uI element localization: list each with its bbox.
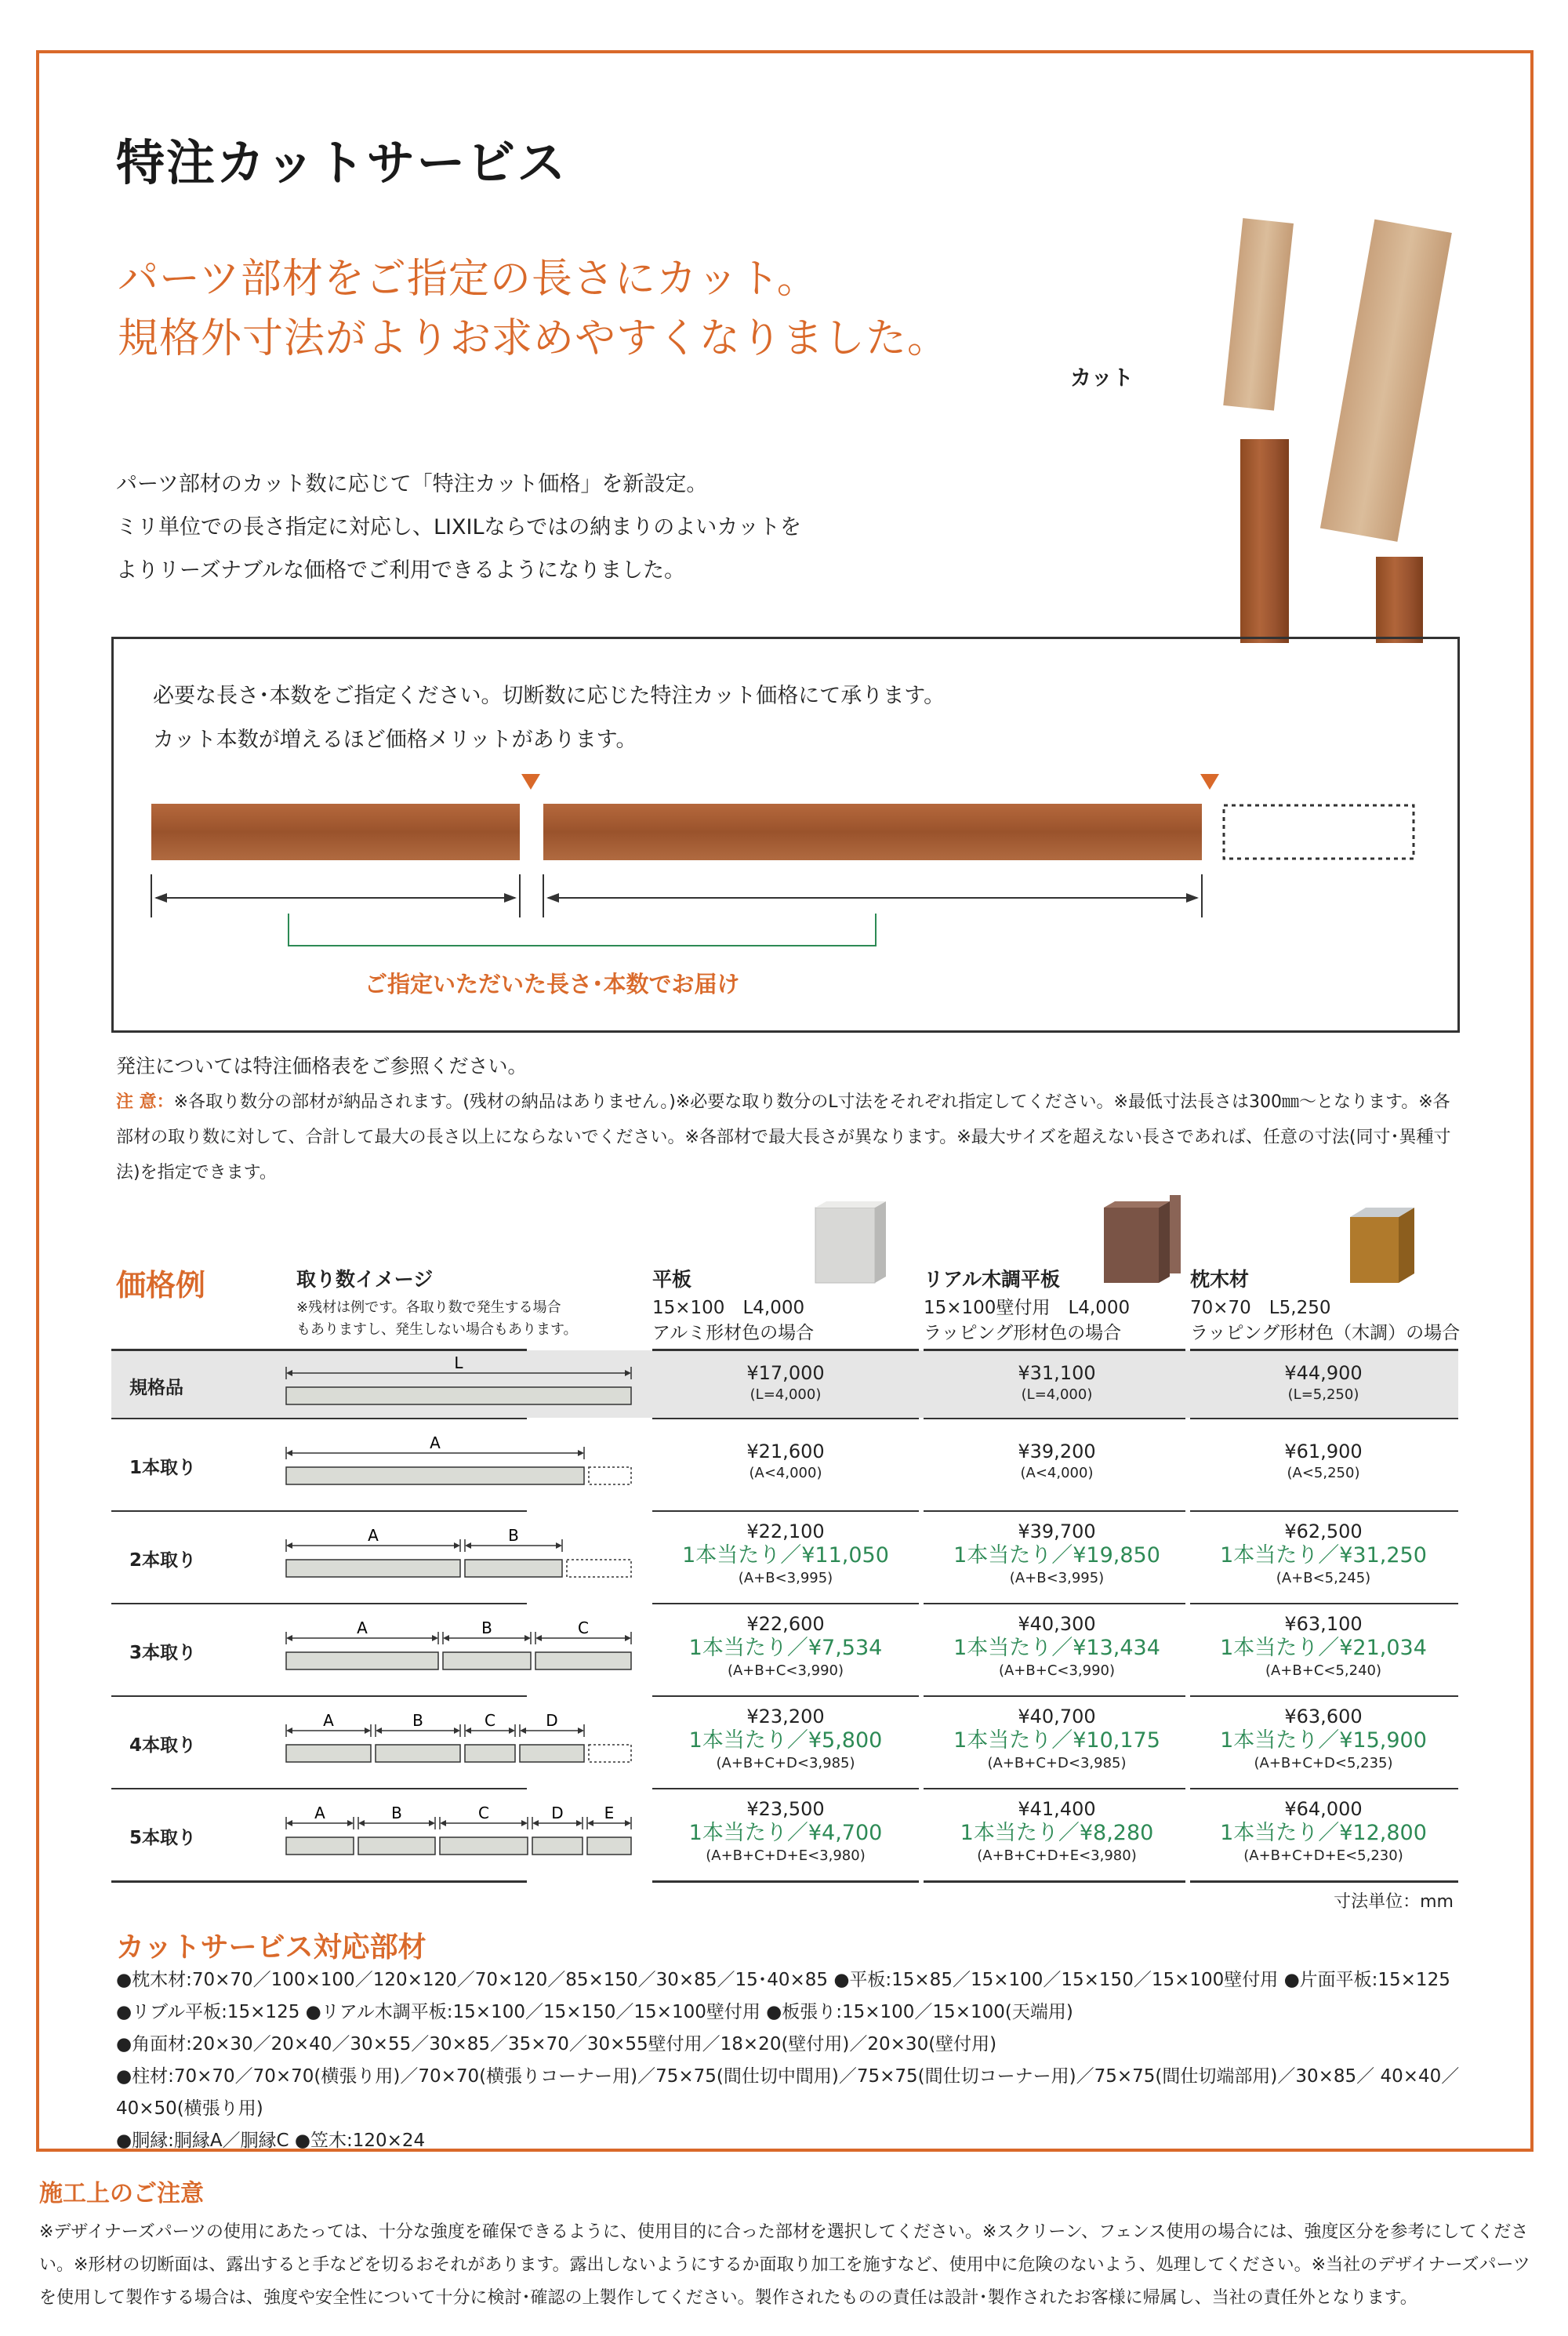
post-left — [1240, 439, 1289, 643]
cut-segment-label: D — [551, 1804, 564, 1822]
price-cell — [924, 1612, 1190, 1681]
cut-marker-1 — [521, 774, 540, 790]
cut-segment — [520, 1745, 584, 1762]
cut-dimension-arrowhead — [454, 1542, 460, 1549]
price-total: ¥31,100 — [1018, 1362, 1096, 1384]
column-spec-desc: アルミ形材色の場合 — [652, 1323, 815, 1343]
image-col-title: 取り数イメージ — [296, 1268, 434, 1291]
unit-note: 寸法単位：mm — [1334, 1892, 1454, 1912]
image-col-note — [296, 1297, 578, 1341]
row-rule — [652, 1418, 919, 1419]
price-condition: (A+B+C+D+E<3,980) — [706, 1847, 866, 1864]
column-spec — [652, 1295, 814, 1346]
price-cell — [1190, 1797, 1457, 1866]
cut-dimension-arrowhead — [625, 1635, 631, 1641]
price-per-piece: 1本当たり／¥5,800 — [688, 1728, 883, 1753]
price-per-piece: 1本当たり／¥31,250 — [1220, 1543, 1427, 1568]
price-total: ¥17,000 — [746, 1362, 825, 1384]
price-per-piece: 1本当たり／¥12,800 — [1220, 1821, 1427, 1845]
lead-line-1: パーツ部材をご指定の長さにカット。 — [118, 256, 818, 303]
parts-line: ●柱材:70×70／70×70(横張り用)／70×70(横張りコーナー用)／75×75(間仕切中間用)／75×75(間仕切コーナー用)／75×75(間仕切端部用)／30×85／ 40×40／40×50(横張り用) — [116, 2066, 1460, 2119]
row-rule — [924, 1695, 1185, 1697]
price-cell — [652, 1520, 919, 1589]
row-label: 1本取り — [129, 1458, 197, 1478]
row-rule — [1190, 1603, 1458, 1604]
price-per-piece: 1本当たり／¥7,534 — [688, 1636, 883, 1660]
price-cell — [1190, 1705, 1457, 1774]
cut-label: カット — [1070, 366, 1134, 391]
page-title: 特注カットサービス — [116, 134, 568, 191]
table-bottom-rule — [1190, 1880, 1458, 1883]
price-cell — [1190, 1440, 1457, 1484]
cut-segment-label: B — [412, 1711, 423, 1730]
row-label: 規格品 — [129, 1378, 183, 1398]
cut-segment — [535, 1652, 631, 1669]
intro-text — [116, 463, 801, 592]
cut-image — [278, 1788, 639, 1880]
cut-dimension-arrowhead — [465, 1542, 471, 1549]
real-wood-board-image — [1091, 1192, 1193, 1286]
cut-segment-label: C — [578, 1618, 589, 1637]
cut-dimension-arrowhead — [286, 1820, 292, 1826]
price-cell — [1190, 1520, 1457, 1589]
price-cell — [652, 1612, 919, 1681]
price-total: ¥39,200 — [1018, 1440, 1096, 1462]
image-col-note-line: ※残材は例です。各取り数で発生する場合 — [296, 1299, 561, 1316]
cut-segment — [532, 1837, 583, 1855]
cut-illustration — [1192, 212, 1505, 651]
parts-line: ●リブル平板:15×125 ●リアル木調平板:15×100／15×150／15×100壁付用 ●板張り:15×100／15×100(天端用) — [116, 2002, 1073, 2022]
row-rule — [652, 1510, 919, 1512]
cut-dimension-arrowhead — [286, 1450, 292, 1456]
caution-label: 注 意： — [116, 1092, 174, 1112]
price-condition: (A<4,000) — [1020, 1465, 1094, 1481]
box-line: 必要な長さ･本数をご指定ください。切断数に応じた特注カット価格にて承ります。 — [153, 684, 946, 708]
cut-segment — [286, 1467, 584, 1484]
parts-line: ●枕木材:70×70／100×100／120×120／70×120／85×150／30×85／15･40×85 ●平板:15×85／15×100／15×150／15×100壁付用 ●片面平板:15×125 — [116, 1970, 1450, 1990]
cut-segment — [286, 1837, 354, 1855]
cut-segment-label: C — [485, 1711, 495, 1730]
cut-dimension-arrowhead — [286, 1727, 292, 1734]
price-cell — [1190, 1361, 1457, 1405]
cut-dimension-arrowhead — [578, 1450, 584, 1456]
cut-segment — [286, 1652, 438, 1669]
cut-dimension-arrowhead — [365, 1727, 371, 1734]
cut-segment-label: B — [508, 1526, 519, 1545]
price-cell — [652, 1361, 919, 1405]
price-total: ¥21,600 — [746, 1440, 825, 1462]
row-label: 2本取り — [129, 1550, 197, 1571]
cut-dimension-arrowhead — [576, 1820, 583, 1826]
row-rule — [924, 1418, 1185, 1419]
lead-line-2: 規格外寸法がよりお求めやすくなりました。 — [118, 315, 949, 362]
cut-dimension-arrowhead — [358, 1820, 365, 1826]
cut-image — [278, 1418, 639, 1510]
construction-caution-heading: 施工上のご注意 — [39, 2180, 204, 2207]
price-condition: (A+B+C+D<3,985) — [716, 1755, 855, 1771]
cut-dimension-arrowhead — [625, 1370, 631, 1376]
cut-segment-label: A — [430, 1433, 441, 1452]
column-title: 平板 — [652, 1268, 692, 1291]
cut-dimension-arrowhead — [532, 1820, 539, 1826]
cut-dimension-arrowhead — [465, 1727, 471, 1734]
cut-dimension-arrowhead — [454, 1727, 460, 1734]
price-condition: (L=5,250) — [1287, 1386, 1359, 1403]
lead-text — [118, 249, 949, 369]
cut-dimension-arrowhead — [376, 1727, 382, 1734]
price-condition: (A+B<3,995) — [738, 1570, 833, 1586]
flat-board-image — [808, 1200, 894, 1286]
cut-segment-label: A — [323, 1711, 334, 1730]
price-total: ¥22,100 — [746, 1520, 825, 1542]
cut-segment — [440, 1837, 528, 1855]
price-condition: (A+B+C+D+E<3,980) — [977, 1847, 1137, 1864]
cut-dimension-arrowhead — [521, 1820, 528, 1826]
price-cell — [924, 1705, 1190, 1774]
price-total: ¥64,000 — [1284, 1798, 1363, 1820]
column-spec — [924, 1295, 1130, 1346]
row-rule — [924, 1603, 1185, 1604]
price-cell — [652, 1440, 919, 1484]
box-line: カット本数が増えるほど価格メリットがあります。 — [153, 728, 637, 752]
leftover-piece — [1224, 805, 1414, 859]
cut-dimension-arrowhead — [286, 1635, 292, 1641]
price-total: ¥61,900 — [1284, 1440, 1363, 1462]
cut-segment — [286, 1745, 371, 1762]
price-condition: (L=4,000) — [750, 1386, 822, 1403]
cut-dimension-arrowhead — [440, 1820, 446, 1826]
leftover-segment — [567, 1560, 631, 1577]
price-cell — [924, 1520, 1190, 1589]
price-per-piece: 1本当たり／¥8,280 — [960, 1821, 1154, 1845]
row-rule — [1190, 1418, 1458, 1419]
image-col-note-line: もありますし、発生しない場合もあります。 — [296, 1321, 578, 1338]
price-condition: (A+B+C<5,240) — [1265, 1662, 1382, 1679]
cut-dimension-arrowhead — [432, 1635, 438, 1641]
table-top-rule — [1190, 1349, 1458, 1351]
wood-board-1 — [151, 804, 520, 860]
table-bottom-rule — [111, 1880, 527, 1883]
parts-line: ●角面材:20×30／20×40／30×55／30×85／35×70／30×55壁付用／18×20(壁付用)／20×30(壁付用) — [116, 2034, 997, 2054]
price-cell — [924, 1797, 1190, 1866]
cut-segment-label: L — [454, 1353, 463, 1372]
row-rule — [1190, 1510, 1458, 1512]
delivery-label: ご指定いただいた長さ･本数でお届け — [365, 971, 740, 997]
cut-segment-label: A — [357, 1618, 368, 1637]
price-total: ¥40,300 — [1018, 1613, 1096, 1635]
table-bottom-rule — [652, 1880, 919, 1883]
price-per-piece: 1本当たり／¥4,700 — [688, 1821, 883, 1845]
price-condition: (A+B+C+D<3,985) — [987, 1755, 1127, 1771]
post-right — [1376, 557, 1423, 643]
price-per-piece: 1本当たり／¥19,850 — [953, 1543, 1160, 1568]
row-rule — [924, 1788, 1185, 1789]
row-rule — [924, 1510, 1185, 1512]
cut-segment — [465, 1745, 515, 1762]
price-condition: (L=4,000) — [1021, 1386, 1093, 1403]
cut-dimension-arrowhead — [556, 1542, 562, 1549]
intro-line: よりリーズナブルな価格でご利用できるようになりました。 — [116, 558, 686, 583]
table-top-rule — [924, 1349, 1185, 1351]
price-total: ¥44,900 — [1284, 1362, 1363, 1384]
cut-piece-top-right — [1320, 220, 1452, 542]
column-spec-size: 15×100 L4,000 — [652, 1298, 805, 1318]
cut-dimension-arrowhead — [509, 1727, 515, 1734]
column-spec-desc: ラッピング形材色（木調）の場合 — [1190, 1323, 1461, 1343]
cut-segment — [376, 1745, 460, 1762]
leftover-segment — [589, 1467, 631, 1484]
price-cell — [652, 1705, 919, 1774]
row-label: 5本取り — [129, 1828, 197, 1848]
row-rule — [652, 1788, 919, 1789]
price-per-piece: 1本当たり／¥10,175 — [953, 1728, 1160, 1753]
cut-dimension-arrowhead — [578, 1727, 584, 1734]
order-note: 発注については特注価格表をご参照ください。 — [116, 1055, 528, 1077]
price-total: ¥39,700 — [1018, 1520, 1096, 1542]
cut-segment-label: B — [481, 1618, 492, 1637]
explanation-box — [111, 637, 1460, 1033]
column-spec-size: 15×100壁付用 L4,000 — [924, 1298, 1131, 1318]
cut-image — [278, 1603, 639, 1695]
cut-segment-label: E — [604, 1804, 615, 1822]
parts-heading: カットサービス対応部材 — [116, 1931, 426, 1964]
cut-dimension-arrowhead — [429, 1820, 435, 1826]
cut-segment — [587, 1837, 631, 1855]
cut-dimension-arrowhead — [520, 1727, 526, 1734]
table-top-rule — [652, 1349, 919, 1351]
column-spec — [1190, 1295, 1460, 1346]
price-total: ¥63,100 — [1284, 1613, 1363, 1635]
cut-segment-label: D — [546, 1711, 558, 1730]
column-title: 枕木材 — [1190, 1268, 1250, 1291]
price-per-piece: 1本当たり／¥11,050 — [682, 1543, 889, 1568]
wood-board-2 — [543, 804, 1202, 860]
price-cell — [652, 1797, 919, 1866]
parts-list — [116, 1964, 1496, 2157]
price-total: ¥23,500 — [746, 1798, 825, 1820]
cut-segment-label: A — [314, 1804, 325, 1822]
row-label: 4本取り — [129, 1735, 197, 1756]
row-rule — [652, 1695, 919, 1697]
parts-line: ●胴縁:胴縁A／胴縁C ●笠木:120×24 — [116, 2131, 426, 2151]
cut-image — [278, 1510, 639, 1603]
cut-segment — [465, 1560, 562, 1577]
intro-line: ミリ単位での長さ指定に対応し、LIXILならではの納まりのよいカットを — [116, 515, 801, 539]
price-condition: (A<4,000) — [749, 1465, 822, 1481]
price-condition: (A+B+C+D<5,235) — [1254, 1755, 1393, 1771]
price-per-piece: 1本当たり／¥15,900 — [1220, 1728, 1427, 1753]
price-condition: (A+B+C+D+E<5,230) — [1243, 1847, 1403, 1864]
price-cell — [1190, 1612, 1457, 1681]
price-total: ¥22,600 — [746, 1613, 825, 1635]
row-label: 3本取り — [129, 1643, 197, 1663]
price-per-piece: 1本当たり／¥21,034 — [1220, 1636, 1427, 1660]
cut-dimension-arrowhead — [443, 1635, 449, 1641]
price-condition: (A+B+C<3,990) — [727, 1662, 844, 1679]
delivery-bracket — [289, 914, 876, 946]
cut-segment — [286, 1560, 460, 1577]
cut-marker-2 — [1200, 774, 1219, 790]
cut-diagram — [114, 639, 1462, 1035]
price-total: ¥41,400 — [1018, 1798, 1096, 1820]
price-condition: (A<5,250) — [1287, 1465, 1360, 1481]
row-rule — [1190, 1695, 1458, 1697]
column-title: リアル木調平板 — [924, 1268, 1061, 1291]
cut-segment-label: B — [391, 1804, 402, 1822]
price-total: ¥63,600 — [1284, 1706, 1363, 1727]
price-condition: (A+B<5,245) — [1276, 1570, 1371, 1586]
row-rule — [652, 1603, 919, 1604]
cut-segment — [358, 1837, 435, 1855]
cut-dimension-arrowhead — [524, 1635, 531, 1641]
caution-text: ※各取り数分の部材が納品されます。(残材の納品はありません。)※必要な取り数分のL寸法をそれぞれ指定してください。※最低寸法長さは300㎜～となります。※各部材の取り数に対して、合計して最大の長さ以上にならないでください。※各部材で最大長さが異なります。※最大サイズを超えない長さであれば、任意の寸法(同寸･異種寸法)を指定できます。 — [116, 1092, 1451, 1183]
cut-segment — [443, 1652, 531, 1669]
caution-note — [116, 1084, 1457, 1190]
price-heading: 価格例 — [116, 1268, 206, 1302]
cut-dimension-arrowhead — [625, 1820, 631, 1826]
column-spec-size: 70×70 L5,250 — [1190, 1298, 1331, 1318]
price-per-piece: 1本当たり／¥13,434 — [953, 1636, 1160, 1660]
cut-segment-label: A — [368, 1526, 379, 1545]
sleeper-wood-image — [1341, 1200, 1427, 1286]
cut-dimension-arrowhead — [535, 1635, 542, 1641]
price-total: ¥23,200 — [746, 1706, 825, 1727]
intro-line: パーツ部材のカット数に応じて「特注カット価格」を新設定。 — [116, 472, 708, 496]
cut-dimension-arrowhead — [587, 1820, 593, 1826]
construction-caution-text: ※デザイナーズパーツの使用にあたっては、十分な強度を確保できるように、使用目的に合った部材を選択してください。※スクリーン、フェンス使用の場合には、強度区分を参考にしてください。※形材の切断面は、露出すると手などを切るおそれがあります。露出しないようにするか面取り加工を施すなど、使用中に危険のないよう、処理してください。※当社のデザイナーズパーツを使用して製作する場合は、強度や安全性について十分に検討･確認の上製作してください。製作されたものの責任は設計･製作されたお客様に帰属し、当社の責任外となります。 — [39, 2222, 1530, 2308]
row-rule — [1190, 1788, 1458, 1789]
cut-dimension-arrowhead — [347, 1820, 354, 1826]
cut-segment — [286, 1387, 631, 1404]
column-spec-desc: ラッピング形材色の場合 — [924, 1323, 1122, 1343]
cut-dimension-arrowhead — [286, 1370, 292, 1376]
cut-image — [278, 1350, 639, 1418]
price-condition: (A+B+C<3,990) — [998, 1662, 1116, 1679]
price-cell — [924, 1440, 1190, 1484]
cut-dimension-arrowhead — [286, 1542, 292, 1549]
leftover-segment — [589, 1745, 631, 1762]
price-total: ¥62,500 — [1284, 1520, 1363, 1542]
cut-image — [278, 1695, 639, 1788]
table-bottom-rule — [924, 1880, 1185, 1883]
price-cell — [924, 1361, 1190, 1405]
price-condition: (A+B<3,995) — [1009, 1570, 1105, 1586]
price-total: ¥40,700 — [1018, 1706, 1096, 1727]
cut-segment-label: C — [478, 1804, 489, 1822]
cut-piece-top-left — [1223, 218, 1294, 410]
